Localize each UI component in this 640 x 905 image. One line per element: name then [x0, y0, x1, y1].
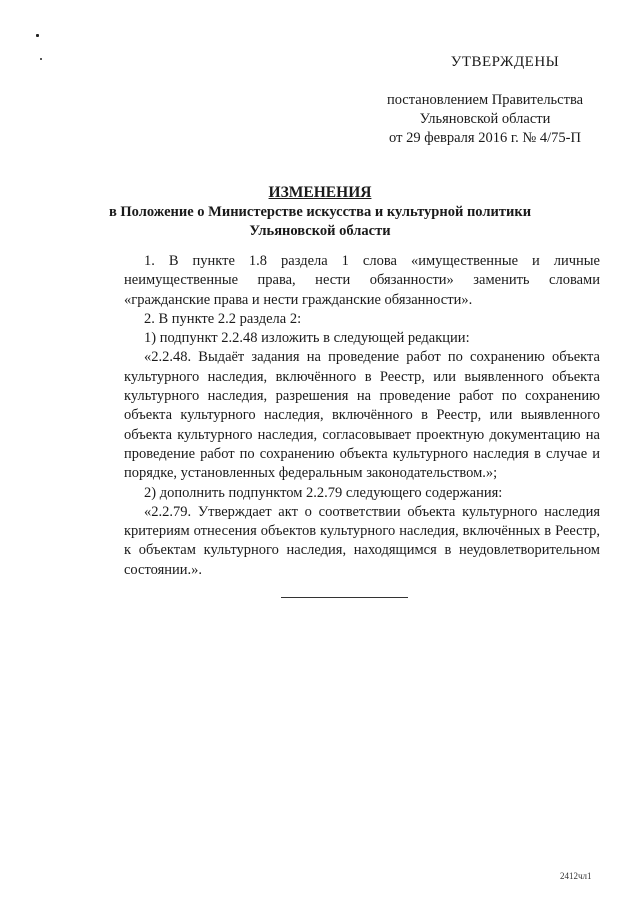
approval-line: Ульяновской области — [419, 111, 551, 127]
closing-separator-line — [281, 597, 408, 598]
approval-date-line: от 29 февраля 2016 г. № 4/75-П — [389, 130, 581, 146]
paragraph: 2) дополнить подпунктом 2.2.79 следующего содержания: — [144, 484, 503, 501]
paragraph: 1. В пункте 1.8 раздела 1 слова «имущественные и личные неимущественные права, нести обязанности» заменить словами «гражданские права и нести гражданские обязанности». — [124, 253, 600, 308]
paragraph: «2.2.79. Утверждает акт о соответствии объекта культурного наследия критериям отнесения объектов культурного наследия, включённых в Реестр, к объектам культурного наследия, находящимся в неудовлетворительном состоянии.». — [124, 503, 600, 578]
approval-heading: УТВЕРЖДЕНЫ — [450, 54, 560, 70]
document-subtitle-line: в Положение о Министерстве искусства и культурной политики — [108, 204, 532, 220]
scan-artifact — [36, 34, 39, 37]
paragraph: 2. В пункте 2.2 раздела 2: — [144, 310, 302, 327]
scan-artifact — [40, 58, 42, 60]
document-title: ИЗМЕНЕНИЯ — [268, 184, 372, 201]
approval-line: постановлением Правительства — [386, 92, 584, 108]
paragraph: 1) подпункт 2.2.48 изложить в следующей редакции: — [144, 330, 470, 347]
document-body — [124, 252, 600, 580]
approval-block — [360, 54, 610, 148]
footer-document-code: 2412чл1 — [560, 871, 592, 881]
document-subtitle-line: Ульяновской области — [249, 223, 391, 239]
paragraph: «2.2.48. Выдаёт задания на проведение работ по сохранению объекта культурного наследия, включённого в Реестр, или выявленного объекта культурного наследия, разрешения на проведение работ по сохранению объекта культурного наследия, включённого в Реестр, или выявленного объекта культурного наследия, согласовывает проектную документацию на проведение работ по сохранению объекта культурного наследия в случае и порядке, установленных федеральным законодательством.»; — [124, 349, 600, 482]
document-heading — [60, 183, 580, 241]
